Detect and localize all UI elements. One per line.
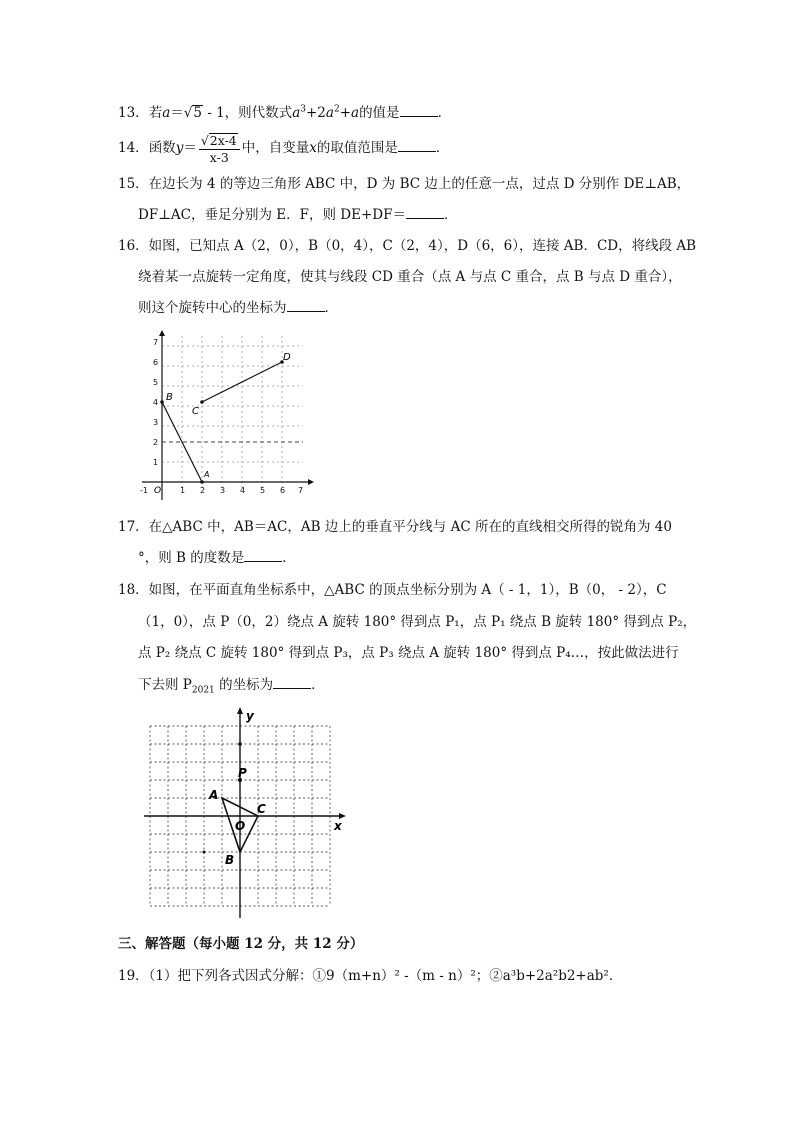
answer-blank: [244, 549, 282, 562]
answer-blank: [398, 139, 436, 152]
question-18-line-3: 点 P₂ 绕点 C 旋转 180° 得到点 P₃，点 P₃ 绕点 A 旋转 180° 得到点 P₄…，按此做法进行: [138, 645, 679, 661]
label-B: B: [225, 853, 235, 867]
y-axis-arrow: [159, 330, 165, 336]
grid-point: [203, 851, 206, 854]
question-16-line-1: 16．如图，已知点 A（2，0），B（0，4），C（2，4），D（6，6），连接 AB．CD，将线段 AB: [118, 238, 697, 254]
label-O: O: [154, 486, 162, 496]
point-A: [200, 480, 204, 484]
y-tick-label: 3: [153, 418, 159, 427]
x-tick-label: 7: [298, 486, 304, 495]
x-axis-arrow: [308, 479, 314, 485]
label-A: A: [209, 788, 219, 802]
label-C: C: [192, 406, 199, 417]
answer-blank: [287, 299, 325, 312]
question-16-line-3: 则这个旋转中心的坐标为 ．: [138, 300, 338, 316]
fraction: $\frac{√2x-4}{x-3}$: [199, 132, 240, 166]
question-16-line-2: 绕着某一点旋转一定角度，使其与线段 CD 重合（点 A 与点 C 重合，点 B 与点 D 重合），: [138, 269, 682, 285]
question-18-line-4: 下去则 $P_{2021}$ 的坐标为 ．: [138, 677, 325, 696]
question-19: 19．（1）把下列各式因式分解：①9（m+n）² -（m - n）²；②a³b+2a²b2+ab²．: [118, 968, 623, 984]
label-A: A: [204, 470, 210, 479]
sqrt-symbol: √: [183, 105, 193, 121]
label-C: C: [257, 802, 266, 816]
y-tick-label: 7: [153, 338, 159, 347]
question-13: 13．若a＝√5 - 1，则代数式$a^3+2a^2+a$的值是 ．: [118, 104, 452, 121]
answer-blank: [406, 206, 444, 219]
x-tick-label: 4: [240, 486, 246, 495]
question-18-line-2: （1，0），点 P（0，2）绕点 A 旋转 180° 得到点 P₁，点 P₁ 绕点 B 旋转 180° 得到点 P₂，: [138, 614, 697, 630]
question-17-line-1: 17．在△ABC 中，AB＝AC，AB 边上的垂直平分线与 AC 所在的直线相交所得的锐角为 40: [118, 519, 672, 535]
label-P: P: [238, 766, 247, 780]
label-O: O: [235, 819, 246, 833]
y-tick-label: 4: [153, 398, 159, 407]
question-14: 14．函数y＝ $\frac{√2x-4}{x-3}$ 中，自变量x的取值范围是 ．: [118, 132, 450, 165]
x-tick-label: 2: [200, 486, 206, 495]
question-15-line-2: DF⊥AC，垂足分别为 E．F，则 DE+DF＝ ．: [138, 207, 458, 223]
grid-point: [238, 742, 242, 746]
x-tick-label: 6: [280, 486, 286, 495]
y-tick-label: 1: [153, 458, 159, 467]
x-tick-label: 5: [260, 486, 266, 495]
label-B: B: [166, 392, 173, 403]
figure-18-coordinate-plane: [142, 704, 352, 922]
x-tick-label: 3: [220, 486, 226, 495]
radicand: 5: [193, 105, 202, 121]
y-tick-label: 2: [153, 438, 159, 447]
q13-number: 13．: [118, 105, 149, 121]
figure-16-coordinate-plane: [138, 328, 318, 506]
answer-blank: [400, 104, 438, 117]
y-tick-label: 5: [153, 378, 159, 387]
answer-blank: [273, 676, 311, 689]
point-C: [200, 400, 204, 404]
question-17-line-2: °，则 B 的度数是 ．: [138, 550, 296, 566]
x-axis-label: x: [334, 819, 342, 833]
y-axis-label: y: [246, 709, 254, 723]
label-D: D: [283, 352, 291, 363]
question-18-line-1: 18．如图，在平面直角坐标系中，△ABC 的顶点坐标分别为 A（ - 1，1），B（0， - 2），C: [118, 582, 667, 598]
y-axis-arrow: [237, 707, 243, 714]
x-tick-label: 1: [180, 486, 186, 495]
y-tick-label: 6: [153, 358, 159, 367]
q14-number: 14．: [118, 140, 149, 156]
point-B: [160, 400, 164, 404]
question-15-line-1: 15．在边长为 4 的等边三角形 ABC 中，D 为 BC 边上的任意一点，过点 D 分别作 DE⊥AB，: [118, 176, 691, 192]
x-tick-label: -1: [140, 486, 148, 495]
section-3-heading: 三、解答题（每小题 12 分，共 12 分）: [118, 936, 364, 952]
